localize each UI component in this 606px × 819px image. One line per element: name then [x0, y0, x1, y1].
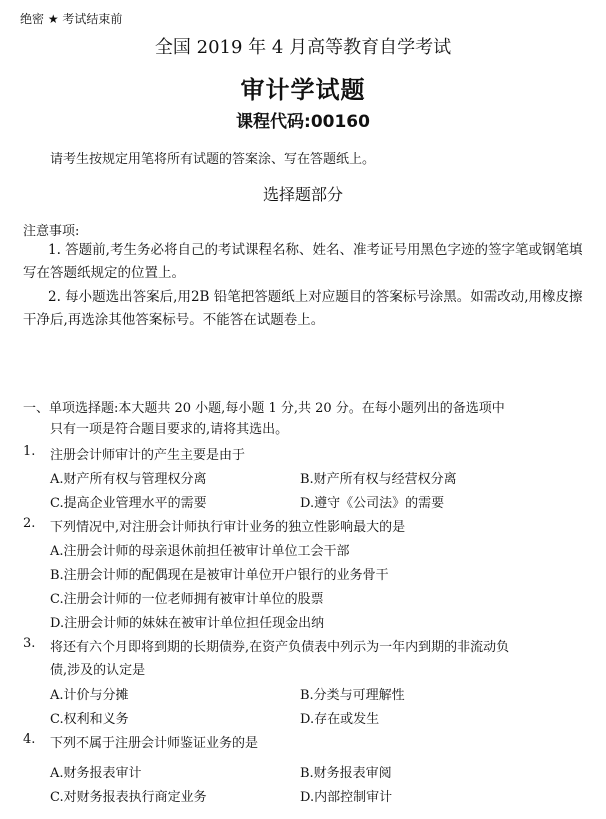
- note-text: 2. 每小题选出答案后,用2B 铅笔把答题纸上对应题目的答案标号涂黑。如需改动,用橡皮擦干净后,再选涂其他答案标号。不能答在试题卷上。: [23, 289, 583, 328]
- option-b: B.分类与可理解性: [300, 688, 405, 703]
- part-one-heading: [23, 398, 593, 440]
- option-b: B.注册会计师的配偶现在是被审计单位开户银行的业务骨干: [50, 568, 389, 583]
- question-number: 1.: [23, 444, 36, 459]
- note-item: [23, 239, 591, 285]
- option-a: A.财务报表审计: [50, 766, 142, 781]
- option-a: A.注册会计师的母亲退休前担任被审计单位工会干部: [50, 544, 350, 559]
- question-number: 4.: [23, 732, 36, 747]
- answer-instruction: 请考生按规定用笔将所有试题的答案涂、写在答题纸上。: [50, 152, 376, 167]
- part-one-line: 只有一项是符合题目要求的,请将其选出。: [50, 422, 289, 437]
- option-d: D.存在或发生: [300, 712, 380, 727]
- note-text: 1. 答题前,考生务必将自己的考试课程名称、姓名、准考证号用黑色字迹的签字笔或钢笔填写在答题纸规定的位置上。: [23, 242, 583, 281]
- option-c: C.对财务报表执行商定业务: [50, 790, 207, 805]
- option-b: B.财务报表审阅: [300, 766, 392, 781]
- question-text: 将还有六个月即将到期的长期债券,在资产负债表中列示为一年内到期的非流动负: [50, 640, 510, 655]
- question-text: 注册会计师审计的产生主要是由于: [50, 448, 246, 463]
- subject-title: 审计学试题: [240, 76, 366, 104]
- option-c: C.权利和义务: [50, 712, 129, 727]
- course-code: 课程代码:00160: [236, 112, 370, 132]
- question-text: 下列情况中,对注册会计师执行审计业务的独立性影响最大的是: [50, 520, 406, 535]
- option-d: D.注册会计师的妹妹在被审计单位担任现金出纳: [50, 616, 325, 631]
- question-text-cont: 债,涉及的认定是: [50, 663, 146, 678]
- note-item: [23, 286, 591, 332]
- option-d: D.内部控制审计: [300, 790, 393, 805]
- exam-title: 全国 2019 年 4 月高等教育自学考试: [154, 37, 452, 58]
- section-title: 选择题部分: [262, 185, 343, 204]
- confidential-mark: 绝密 ★ 考试结束前: [20, 12, 123, 26]
- option-b: B.财产所有权与经营权分离: [300, 472, 457, 487]
- option-d: D.遵守《公司法》的需要: [300, 496, 445, 511]
- question-number: 3.: [23, 636, 36, 651]
- question-text: 下列不属于注册会计师鉴证业务的是: [50, 736, 259, 751]
- option-a: A.计价与分摊: [50, 688, 129, 703]
- option-a: A.财产所有权与管理权分离: [50, 472, 207, 487]
- option-c: C.提高企业管理水平的需要: [50, 496, 207, 511]
- option-c: C.注册会计师的一位老师拥有被审计单位的股票: [50, 592, 324, 607]
- notes-heading: 注意事项:: [23, 224, 80, 239]
- part-one-line: 一、单项选择题:本大题共 20 小题,每小题 1 分,共 20 分。在每小题列出的备选项中: [23, 401, 505, 416]
- question-number: 2.: [23, 516, 36, 531]
